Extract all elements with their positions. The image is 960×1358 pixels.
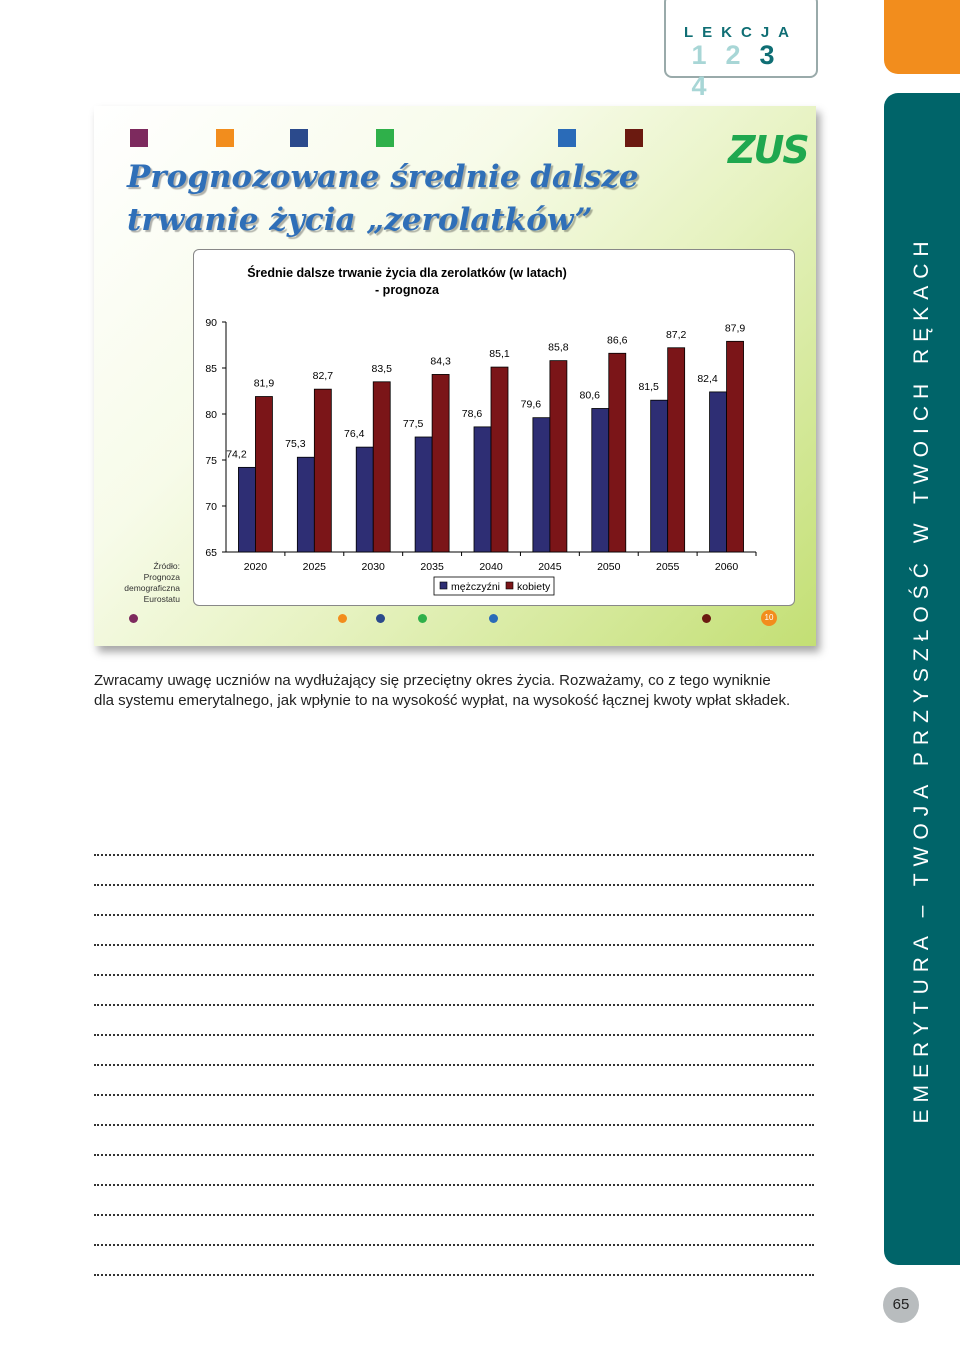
bar-men [533, 418, 550, 552]
lesson-indicator [664, 0, 818, 101]
data-label: 85,1 [489, 348, 510, 361]
data-label: 86,6 [607, 334, 628, 347]
instruction-paragraph: Zwracamy uwagę uczniów na wydłużający się przeciętny okres życia. Rozważamy, co z tego wyniknie dla systemu emerytalnego, jak wpłynie to na wysokość wypłat, na wysokość łącznej kwoty wpłat składek. [94, 672, 791, 709]
orange-corner-tab [884, 0, 960, 74]
slide-title-line2: trwanie życia „zerolatków” [127, 202, 593, 238]
data-label: 75,3 [285, 438, 306, 451]
decor-dot [129, 614, 138, 623]
bar-men [474, 427, 491, 552]
chart-title-line2: - prognoza [375, 283, 439, 297]
x-tick-label: 2035 [420, 561, 444, 573]
data-label: 85,8 [548, 341, 569, 354]
y-tick-label: 65 [205, 547, 217, 559]
answer-line[interactable] [94, 886, 814, 916]
slide-number: 10 [761, 610, 777, 626]
bar-men [238, 467, 255, 552]
x-tick-label: 2030 [361, 561, 385, 573]
bar-men [592, 408, 609, 552]
bar-women [550, 361, 567, 552]
decor-dot [338, 614, 347, 623]
decor-square [558, 129, 576, 147]
bar-men [297, 457, 314, 552]
source-line: Prognoza [143, 572, 180, 582]
bar-men [710, 392, 727, 552]
lesson-numbers [682, 40, 816, 102]
decor-square [376, 129, 394, 147]
lesson-number-3: 3 [759, 40, 775, 70]
data-label: 82,4 [697, 372, 718, 385]
data-label: 79,6 [520, 398, 542, 411]
answer-lines [94, 826, 814, 1276]
y-tick-label: 90 [205, 317, 217, 329]
source-line: Eurostatu [143, 594, 180, 604]
x-tick-label: 2055 [655, 561, 680, 573]
slide-title-line1: Prognozowane średnie dalsze [127, 159, 639, 195]
data-label: 77,5 [402, 418, 424, 430]
data-label: 76,4 [344, 428, 365, 441]
data-label: 80,6 [579, 389, 600, 402]
data-label: 81,9 [253, 377, 275, 390]
decor-dot [376, 614, 385, 623]
chart-container [193, 249, 795, 606]
y-tick-label: 85 [205, 363, 217, 375]
source-line: Źródło: [153, 561, 180, 571]
x-tick-label: 2060 [714, 561, 739, 573]
decor-dot [418, 614, 427, 623]
bar-women [373, 382, 390, 552]
legend-label: mężczyźni [451, 581, 501, 593]
bar-men [415, 437, 432, 552]
answer-line[interactable] [94, 1246, 814, 1276]
decor-square [130, 129, 148, 147]
lesson-number-2: 2 [725, 40, 741, 70]
bar-women [432, 374, 449, 552]
presentation-slide [94, 106, 816, 646]
answer-line[interactable] [94, 856, 814, 886]
bar-chart [194, 250, 794, 605]
legend-swatch [506, 582, 513, 589]
bar-women [491, 367, 508, 552]
decor-dot [489, 614, 498, 623]
answer-line[interactable] [94, 1096, 814, 1126]
x-tick-label: 2050 [597, 561, 621, 573]
x-tick-label: 2025 [302, 561, 327, 573]
source-note [114, 561, 180, 605]
data-label: 84,3 [430, 355, 451, 368]
data-label: 87,2 [665, 328, 687, 341]
bar-women [727, 341, 744, 552]
source-line: demograficzna [124, 583, 180, 593]
answer-line[interactable] [94, 1216, 814, 1246]
data-label: 81,5 [638, 381, 659, 394]
bar-men [651, 400, 668, 552]
data-label: 87,9 [724, 322, 746, 335]
legend-label: kobiety [517, 581, 551, 593]
legend-swatch [440, 582, 447, 589]
bar-women [314, 389, 331, 552]
data-label: 78,6 [461, 407, 483, 420]
decor-dot [702, 614, 711, 623]
data-label: 83,5 [371, 362, 392, 375]
answer-line[interactable] [94, 916, 814, 946]
slide-title [127, 156, 639, 242]
y-tick-label: 75 [205, 455, 217, 467]
side-band-text: EMERYTURA – TWOJA PRZYSZŁOŚĆ W TWOICH RĘKACH [910, 234, 933, 1124]
x-tick-label: 2040 [479, 561, 503, 573]
x-tick-label: 2045 [538, 561, 562, 573]
lesson-number-4: 4 [691, 71, 707, 101]
answer-line[interactable] [94, 1006, 814, 1036]
bar-women [255, 397, 272, 552]
answer-line[interactable] [94, 826, 814, 856]
answer-line[interactable] [94, 1126, 814, 1156]
y-tick-label: 70 [205, 501, 217, 513]
decor-square [290, 129, 308, 147]
answer-line[interactable] [94, 1036, 814, 1066]
lesson-label: LEKCJA [683, 24, 798, 41]
decor-square [216, 129, 234, 147]
answer-line[interactable] [94, 976, 814, 1006]
zus-logo: ZUS [728, 128, 808, 172]
data-label: 74,2 [226, 448, 247, 461]
bar-women [609, 353, 626, 552]
bar-women [668, 348, 685, 552]
lesson-number-1: 1 [691, 40, 707, 70]
chart-title-line1: Średnie dalsze trwanie życia dla zerolatków (w latach) [247, 266, 567, 280]
answer-line[interactable] [94, 1066, 814, 1096]
page-number: 65 [883, 1287, 919, 1323]
bar-men [356, 447, 373, 552]
decor-square [625, 129, 643, 147]
x-tick-label: 2020 [243, 561, 268, 573]
answer-line[interactable] [94, 1156, 814, 1186]
side-band [884, 93, 960, 1265]
data-label: 82,7 [312, 370, 334, 383]
answer-line[interactable] [94, 946, 814, 976]
answer-line[interactable] [94, 1186, 814, 1216]
y-tick-label: 80 [205, 409, 217, 421]
